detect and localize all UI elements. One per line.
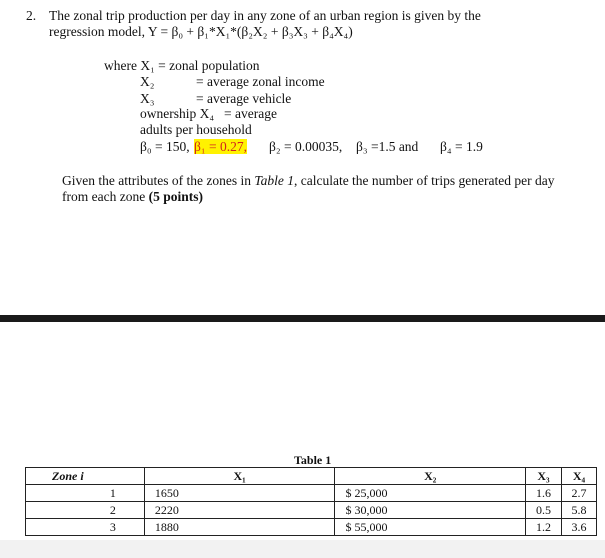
instruction-line-1 xyxy=(62,173,554,189)
question-line-2: regression model, Y = β₀ + β₁*X₁*(β₂X₂ + β₃X₃ + β₄X₄) xyxy=(49,24,353,39)
cell-x1: 1650 xyxy=(144,485,335,502)
table-caption: Table 1 xyxy=(294,453,332,467)
table-row xyxy=(26,485,597,502)
instruction-prefix: Given the attributes of the zones in xyxy=(62,173,255,188)
header-x1: X₁ xyxy=(144,468,335,485)
table-header-row xyxy=(26,468,597,485)
instruction-table-ref: Table 1 xyxy=(254,173,294,188)
coefficient-b3: β₃ =1.5 and xyxy=(356,139,419,154)
cell-zone: 1 xyxy=(26,485,145,502)
definition-x1: where X₁ = zonal population xyxy=(104,58,260,73)
coefficient-b4: β₄ = 1.9 xyxy=(440,139,483,154)
cell-x1: 2220 xyxy=(144,502,335,519)
coefficient-b1-highlight: β₁ = 0.27, xyxy=(194,139,247,154)
instruction-suffix: , calculate the number of trips generated per day xyxy=(293,173,555,188)
header-x2: X₂ xyxy=(335,468,526,485)
page-divider xyxy=(0,315,605,322)
cell-x4: 2.7 xyxy=(561,485,596,502)
cell-x3: 1.6 xyxy=(526,485,562,502)
cell-x2: $ 30,000 xyxy=(335,502,526,519)
definition-x2-label: X₂ xyxy=(140,74,155,89)
instruction-line-2 xyxy=(62,189,203,205)
cell-x4: 5.8 xyxy=(561,502,596,519)
coefficient-b1 xyxy=(194,139,247,155)
cell-x2: $ 55,000 xyxy=(335,519,526,536)
header-x3: X₃ xyxy=(526,468,562,485)
coefficient-b2: β₂ = 0.00035, xyxy=(269,139,343,154)
cell-zone: 3 xyxy=(26,519,145,536)
definition-x3-desc: = average vehicle xyxy=(196,91,292,106)
cell-x2: $ 25,000 xyxy=(335,485,526,502)
definition-x4-label: ownership X₄ xyxy=(140,106,215,121)
cell-x3: 0.5 xyxy=(526,502,562,519)
bottom-scroll-area xyxy=(0,540,605,558)
definition-x2-desc: = average zonal income xyxy=(196,74,325,89)
definition-x3-label: X₃ xyxy=(140,91,155,106)
definition-x4-continued: adults per household xyxy=(140,122,252,137)
cell-x3: 1.2 xyxy=(526,519,562,536)
cell-zone: 2 xyxy=(26,502,145,519)
coefficient-b0: β₀ = 150, xyxy=(140,139,190,154)
question-line-1: The zonal trip production per day in any zone of an urban region is given by the xyxy=(49,8,481,23)
definition-x4-desc: = average xyxy=(224,106,277,121)
instruction-points: (5 points) xyxy=(148,189,203,204)
cell-x1: 1880 xyxy=(144,519,335,536)
attributes-table xyxy=(25,467,597,536)
table-row xyxy=(26,519,597,536)
question-number: 2. xyxy=(26,8,37,23)
table-row xyxy=(26,502,597,519)
header-zone: Zone i xyxy=(26,468,145,485)
header-x4: X₄ xyxy=(561,468,596,485)
cell-x4: 3.6 xyxy=(561,519,596,536)
instruction-line-2-prefix: from each zone xyxy=(62,189,149,204)
